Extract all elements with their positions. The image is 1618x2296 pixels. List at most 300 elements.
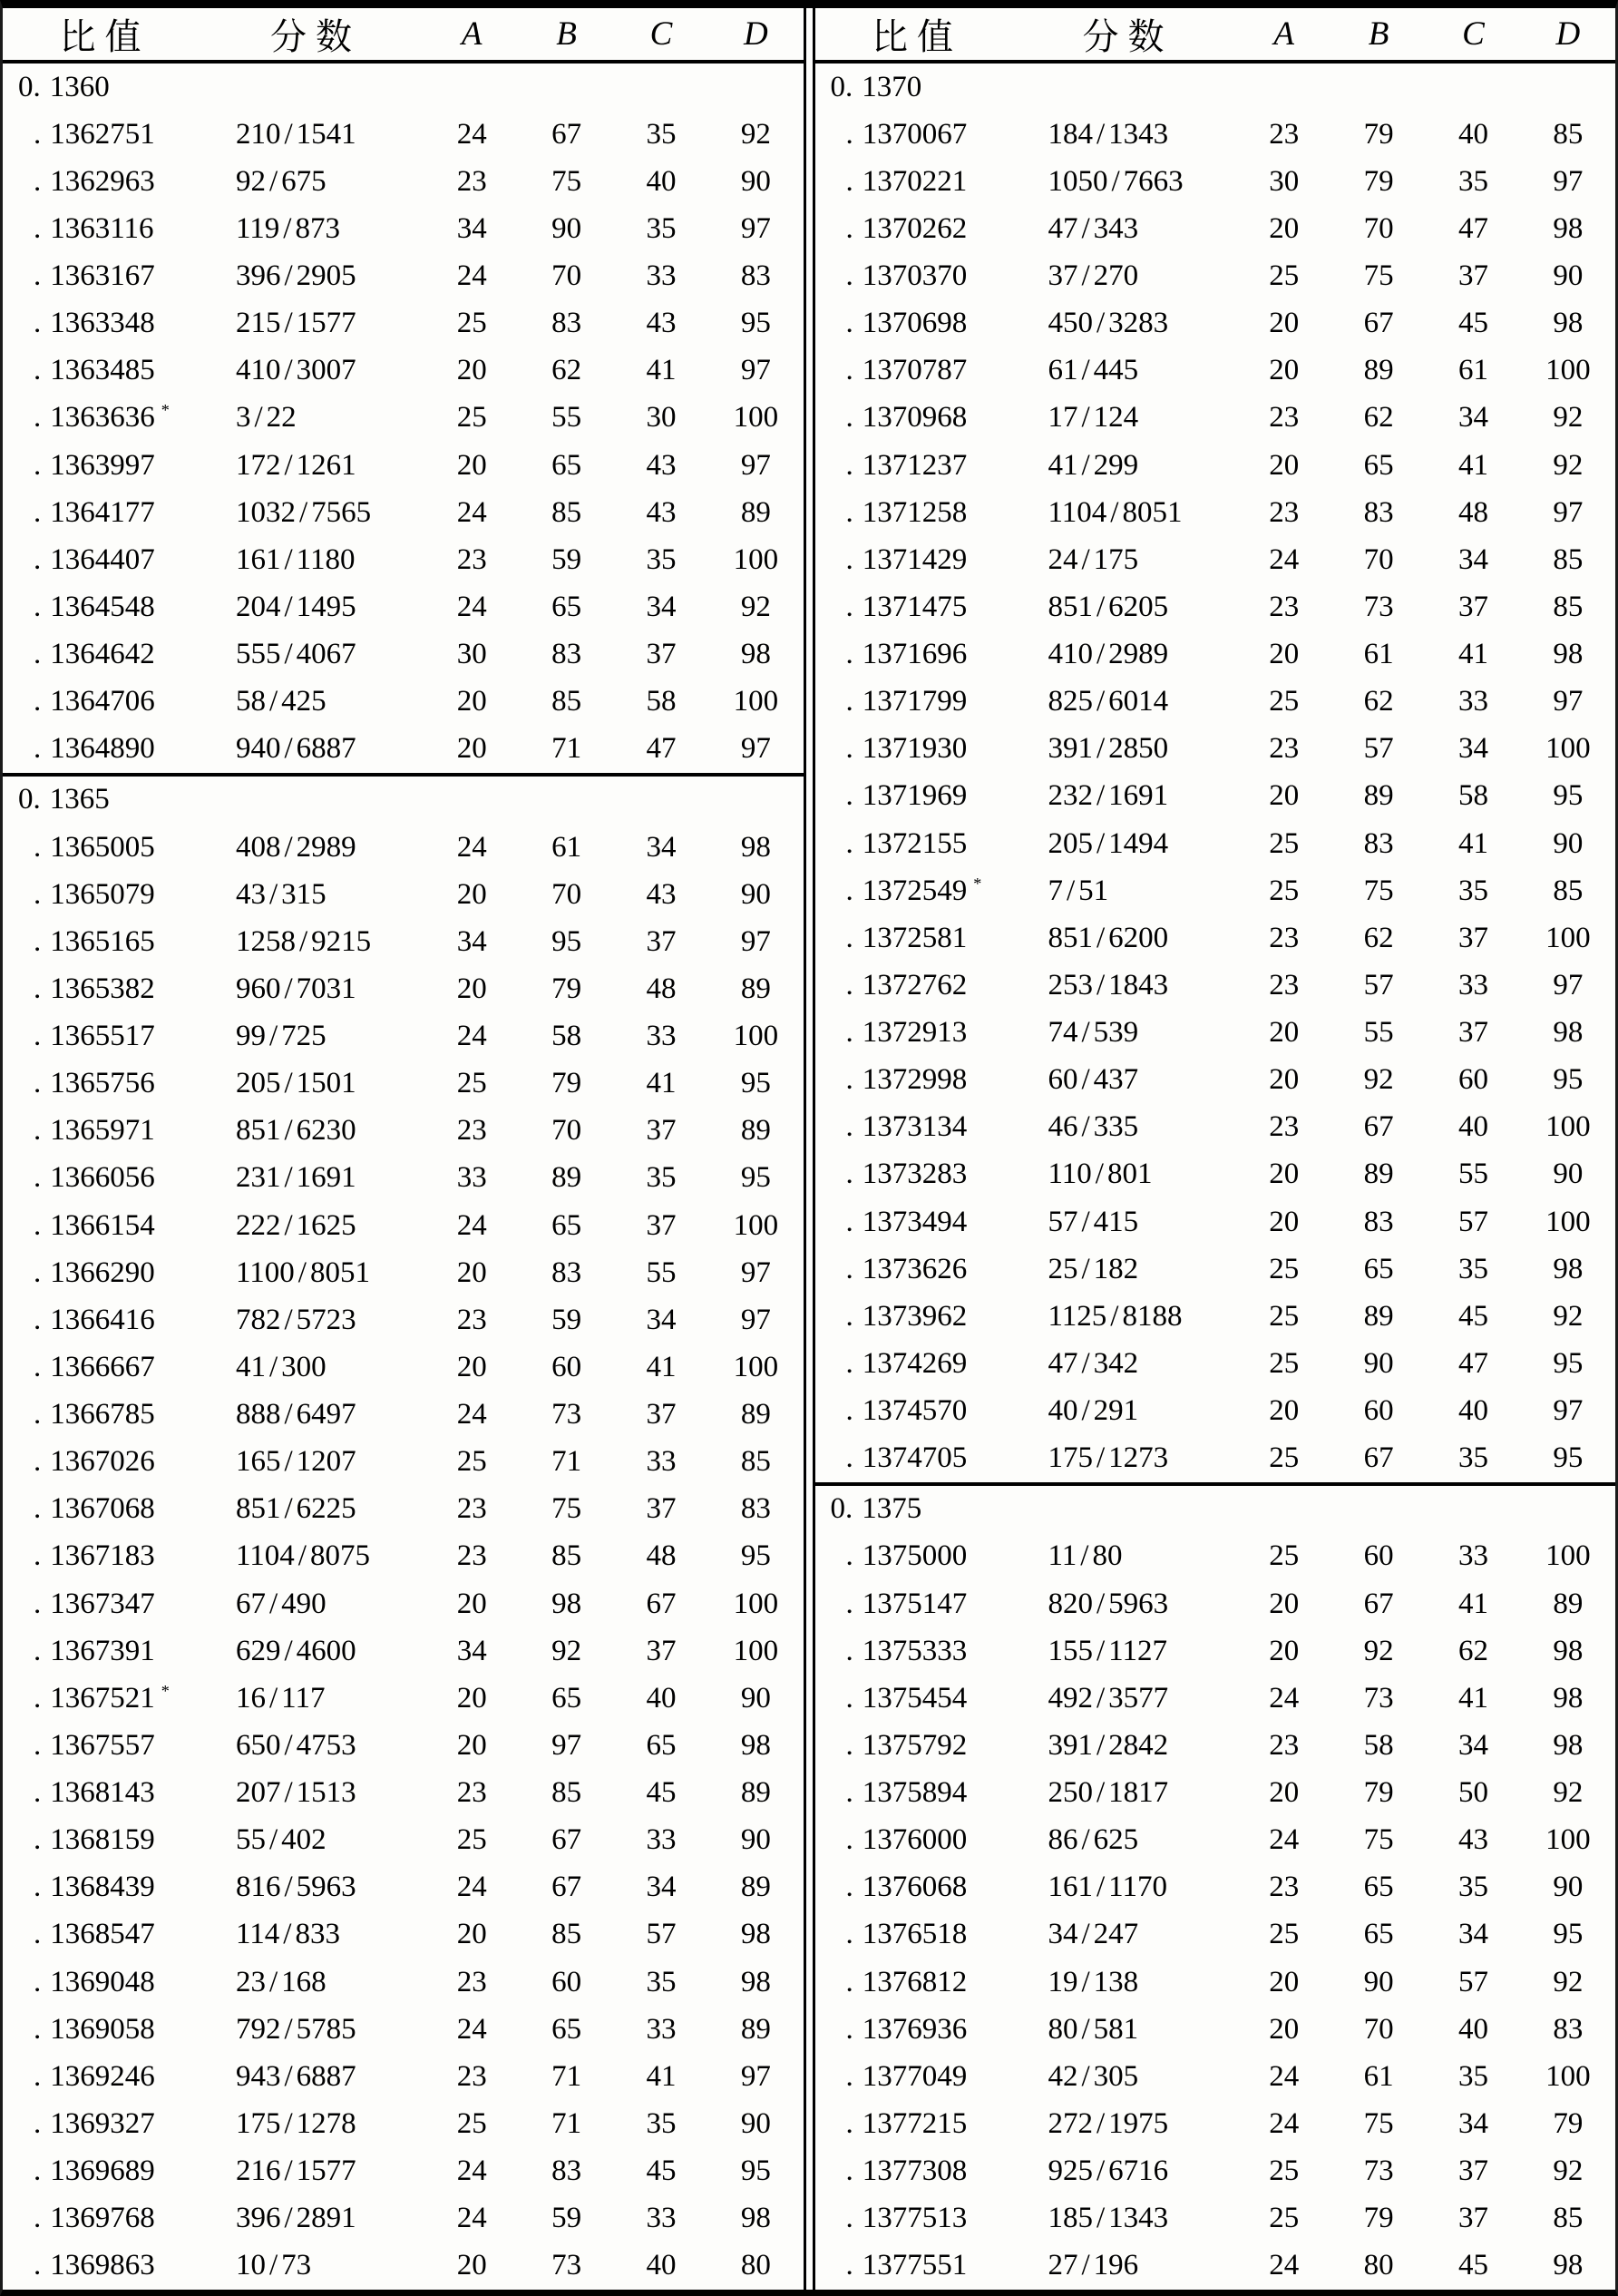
col-d-cell: 97: [740, 924, 771, 958]
fraction-cell: 19 / 138: [1048, 1965, 1139, 1998]
col-d-cell: 89: [740, 1776, 771, 1810]
section-label: 0. 1365: [18, 783, 110, 816]
fraction-slash: /: [1097, 2154, 1106, 2188]
col-b-cell: 98: [551, 1587, 582, 1620]
col-c-cell: 37: [646, 1114, 677, 1148]
fraction-cell: 851 / 6225: [236, 1492, 356, 1526]
col-d-cell: 95: [1553, 779, 1584, 813]
table-row: [3, 2148, 804, 2195]
col-a-cell: 24: [1269, 2106, 1300, 2140]
ratio-cell: . 1366667: [34, 1350, 155, 1383]
col-a-cell: 30: [1269, 164, 1300, 198]
col-c-cell: 48: [1457, 495, 1488, 529]
col-c-cell: 57: [1457, 1965, 1488, 1998]
ratio-cell: . 1370787: [845, 354, 968, 387]
fraction-slash: /: [269, 2249, 278, 2282]
col-b-cell: 65: [551, 448, 582, 482]
col-c-cell: 55: [646, 1255, 677, 1289]
ratio-cell: . 1377049: [845, 2059, 968, 2093]
col-c-cell: 37: [646, 638, 677, 671]
col-d-cell: 90: [740, 2106, 771, 2140]
fraction-slash: /: [284, 1208, 293, 1242]
ratio-cell: . 1369327: [34, 2106, 155, 2140]
fraction-slash: /: [284, 2202, 293, 2235]
col-a-cell: 20: [1269, 1016, 1300, 1050]
col-a-cell: 20: [1269, 1158, 1300, 1191]
col-b-cell: 75: [1363, 259, 1394, 293]
table-row: [815, 1010, 1616, 1057]
col-d-cell: 83: [740, 1492, 771, 1526]
table-row: [815, 1627, 1616, 1675]
col-b-cell: 67: [551, 1871, 582, 1904]
table-row: [3, 824, 804, 871]
fraction-cell: 161 / 1180: [236, 542, 356, 576]
col-b-cell: 67: [551, 1823, 582, 1857]
ratio-cell: . 1371237: [845, 448, 968, 482]
col-d-cell: 90: [740, 877, 771, 911]
col-d-cell: 98: [740, 2202, 771, 2235]
ratio-cell: . 1371969: [845, 779, 968, 813]
table-row: [3, 1959, 804, 2006]
col-d-cell: 79: [1553, 2106, 1584, 2140]
ratio-cell: . 1370067: [845, 117, 968, 151]
fraction-slash: /: [1097, 1776, 1106, 1810]
col-b-cell: 65: [1363, 1252, 1394, 1285]
fraction-slash: /: [1097, 2106, 1106, 2140]
fraction-cell: 1258 / 9215: [236, 924, 372, 958]
col-a-cell: 24: [456, 1020, 487, 1053]
col-a-cell: 24: [1269, 1681, 1300, 1715]
ratio-cell: . 1373494: [845, 1205, 968, 1238]
col-c-cell: 33: [1457, 968, 1488, 1001]
col-a-cell: 25: [1269, 1252, 1300, 1285]
col-b-cell: 92: [551, 1634, 582, 1667]
ratio-cell: . 1371799: [845, 685, 968, 718]
fraction-cell: 391 / 2850: [1048, 732, 1169, 766]
table-row: [815, 726, 1616, 773]
col-a-cell: 23: [456, 1539, 487, 1573]
fraction-slash: /: [1097, 638, 1106, 671]
col-d-cell: 92: [1553, 1299, 1584, 1333]
fraction-cell: 7 / 51: [1048, 874, 1109, 907]
ratio-cell: . 1365005: [34, 830, 155, 864]
table-row: [3, 965, 804, 1012]
col-b-cell: 75: [551, 164, 582, 198]
fraction-slash: /: [1097, 968, 1106, 1001]
table-row: [3, 2053, 804, 2100]
fraction-cell: 253 / 1843: [1048, 968, 1169, 1001]
fraction-cell: 1125 / 8188: [1048, 1299, 1183, 1333]
fraction-cell: 410 / 3007: [236, 354, 356, 387]
col-d-cell: 97: [1553, 1394, 1584, 1428]
fraction-cell: 47 / 342: [1048, 1346, 1139, 1380]
col-d-cell: 89: [1553, 1587, 1584, 1620]
col-a-cell: 20: [1269, 448, 1300, 482]
fraction-slash: /: [269, 877, 278, 911]
col-d-cell: 97: [740, 2059, 771, 2093]
col-a-cell: 20: [1269, 638, 1300, 671]
section-label: 0. 1370: [830, 70, 922, 103]
col-c-cell: 57: [646, 1918, 677, 1951]
col-d-cell: 100: [1545, 1823, 1591, 1857]
col-c-cell: 43: [646, 448, 677, 482]
fraction-slash: /: [284, 638, 293, 671]
fraction-cell: 222 / 1625: [236, 1208, 356, 1242]
col-d-cell: 97: [1553, 968, 1584, 1001]
col-d-cell: 98: [1553, 1252, 1584, 1285]
ratio-cell: . 1371429: [845, 542, 968, 576]
col-d-cell: 95: [1553, 1441, 1584, 1475]
col-a-cell: 23: [1269, 495, 1300, 529]
col-c-cell: 41: [1457, 1587, 1488, 1620]
col-d-cell: 97: [740, 354, 771, 387]
fraction-slash: /: [269, 1823, 278, 1857]
fraction-slash: /: [1097, 826, 1106, 860]
fraction-slash: /: [284, 2012, 293, 2046]
col-d-cell: 98: [1553, 307, 1584, 340]
col-c-cell: 45: [646, 1776, 677, 1810]
table-row: [815, 1388, 1616, 1435]
col-b-cell: 97: [551, 1728, 582, 1762]
ratio-cell: . 1375333: [845, 1634, 968, 1667]
fraction-cell: 396 / 2905: [236, 259, 356, 293]
table-row: [3, 395, 804, 442]
col-a-cell: 20: [456, 877, 487, 911]
col-a-cell: 34: [456, 211, 487, 245]
fraction-slash: /: [1097, 685, 1106, 718]
col-b-cell: 67: [551, 117, 582, 151]
fraction-slash: /: [284, 1067, 293, 1100]
col-b-cell: 89: [1363, 1158, 1394, 1191]
ratio-cell: . 1367347: [34, 1587, 155, 1620]
col-c-cell: 35: [1457, 1871, 1488, 1904]
col-b-cell: 83: [551, 638, 582, 671]
col-a-cell: 20: [1269, 1634, 1300, 1667]
col-a-cell: 25: [1269, 826, 1300, 860]
ratio-cell: . 1377215: [845, 2106, 968, 2140]
col-d-cell: 98: [1553, 1681, 1584, 1715]
col-b-cell: 61: [1363, 638, 1394, 671]
col-a-cell: 23: [456, 542, 487, 576]
col-b-cell: 90: [1363, 1965, 1394, 1998]
fraction-cell: 175 / 1273: [1048, 1441, 1169, 1475]
ratio-cell: . 1365165: [34, 924, 155, 958]
col-d-cell: 98: [740, 830, 771, 864]
center-double-rule: [804, 8, 815, 2290]
col-b-cell: 79: [1363, 164, 1394, 198]
col-d-cell: 95: [1553, 1346, 1584, 1380]
col-c-cell: 41: [1457, 1681, 1488, 1715]
col-c-cell: 35: [1457, 1441, 1488, 1475]
ratio-cell: . 1369058: [34, 2012, 155, 2046]
table-row: [815, 1675, 1616, 1722]
fraction-slash: /: [284, 2059, 293, 2093]
col-b-cell: 67: [1363, 307, 1394, 340]
table-row: [3, 1202, 804, 1249]
ratio-cell: . 1367068: [34, 1492, 155, 1526]
col-a-cell: 23: [1269, 117, 1300, 151]
ratio-cell: . 1373134: [845, 1110, 968, 1144]
fraction-cell: 23 / 168: [236, 1965, 327, 1998]
fraction-cell: 34 / 247: [1048, 1918, 1139, 1951]
col-d-cell: 98: [740, 1728, 771, 1762]
table-row: [3, 1675, 804, 1722]
ratio-cell: . 1370968: [845, 401, 968, 435]
col-b-cell: 71: [551, 1445, 582, 1479]
col-a-cell: 20: [1269, 1063, 1300, 1097]
col-b-cell: 60: [551, 1965, 582, 1998]
table-row: [815, 2195, 1616, 2242]
table-row: [3, 1911, 804, 1959]
table-row: [815, 1198, 1616, 1246]
table-row: [3, 536, 804, 583]
fraction-cell: 232 / 1691: [1048, 779, 1169, 813]
col-c-cell: 47: [1457, 1346, 1488, 1380]
col-b-cell: 75: [1363, 874, 1394, 907]
col-c-cell: 41: [646, 1350, 677, 1383]
fraction-slash: /: [284, 1728, 293, 1762]
col-d-cell: 89: [740, 2012, 771, 2046]
col-d-cell: 85: [1553, 590, 1584, 623]
col-b-cell: 85: [551, 685, 582, 718]
table-row: [815, 2242, 1616, 2290]
ratio-cell: . 1376000: [845, 1823, 968, 1857]
asterisk-marker: *: [161, 1681, 170, 1700]
table-row: [815, 489, 1616, 536]
table-row: [3, 871, 804, 918]
fraction-cell: 1050 / 7663: [1048, 164, 1184, 198]
fraction-slash: /: [284, 1303, 293, 1336]
fraction-cell: 41 / 299: [1048, 448, 1139, 482]
col-d-cell: 100: [1545, 1110, 1591, 1144]
col-a-cell: 20: [1269, 1394, 1300, 1428]
table-row: [815, 679, 1616, 726]
ratio-cell: . 1363485: [34, 354, 155, 387]
col-d-cell: 97: [740, 1303, 771, 1336]
col-b-cell: 65: [551, 2012, 582, 2046]
fraction-slash: /: [297, 1539, 307, 1573]
col-a-cell: 20: [1269, 1776, 1300, 1810]
table-row: [3, 1439, 804, 1486]
table-row: [815, 300, 1616, 347]
fraction-slash: /: [269, 685, 278, 718]
ratio-cell: . 1375792: [845, 1728, 968, 1762]
fraction-slash: /: [284, 830, 293, 864]
col-a-cell: 34: [456, 924, 487, 958]
fraction-cell: 16 / 117: [236, 1681, 326, 1715]
col-d-cell: 98: [740, 1965, 771, 1998]
col-c-cell: 35: [1457, 1252, 1488, 1285]
col-b-cell: 59: [551, 1303, 582, 1336]
fraction-cell: 17 / 124: [1048, 401, 1139, 435]
col-a-cell: 25: [1269, 259, 1300, 293]
table-row: [3, 1296, 804, 1343]
table-row: [3, 158, 804, 205]
col-d-cell: 92: [740, 590, 771, 623]
col-d-cell: 90: [1553, 259, 1584, 293]
col-c-cell: 37: [1457, 259, 1488, 293]
col-d-cell: 92: [1553, 2154, 1584, 2188]
col-c-cell: 40: [646, 164, 677, 198]
col-c-cell: 58: [1457, 779, 1488, 813]
col-b-cell: 61: [551, 830, 582, 864]
col-c-cell: 37: [646, 1634, 677, 1667]
fraction-slash: /: [1111, 164, 1120, 198]
ratio-cell: . 1367521 *: [34, 1681, 170, 1715]
col-b-cell: 92: [1363, 1063, 1394, 1097]
col-d-cell: 92: [1553, 1776, 1584, 1810]
col-a-cell: 20: [456, 732, 487, 766]
ratio-cell: . 1371475: [845, 590, 968, 623]
col-b-cell: 65: [1363, 448, 1394, 482]
col-d-cell: 92: [1553, 448, 1584, 482]
col-c-cell: 45: [1457, 307, 1488, 340]
col-d-cell: 90: [1553, 1871, 1584, 1904]
col-d-cell: 100: [1545, 354, 1591, 387]
col-a-cell: 24: [456, 590, 487, 623]
ratio-cell: . 1367391: [34, 1634, 155, 1667]
col-b-cell: 85: [551, 1918, 582, 1951]
column-header-c: C: [1462, 15, 1485, 53]
col-a-cell: 25: [1269, 1441, 1300, 1475]
col-d-cell: 98: [1553, 638, 1584, 671]
fraction-cell: 960 / 7031: [236, 972, 356, 1005]
ratio-cell: . 1364642: [34, 638, 155, 671]
col-d-cell: 89: [740, 1871, 771, 1904]
col-d-cell: 95: [1553, 1063, 1584, 1097]
col-d-cell: 95: [740, 1067, 771, 1100]
col-b-cell: 70: [551, 877, 582, 911]
col-c-cell: 40: [1457, 1394, 1488, 1428]
fraction-slash: /: [1097, 1441, 1106, 1475]
col-a-cell: 20: [1269, 779, 1300, 813]
fraction-cell: 851 / 6230: [236, 1114, 356, 1148]
col-c-cell: 45: [646, 2154, 677, 2188]
col-c-cell: 35: [1457, 164, 1488, 198]
fraction-cell: 207 / 1513: [236, 1776, 356, 1810]
col-b-cell: 83: [551, 307, 582, 340]
col-c-cell: 35: [646, 211, 677, 245]
fraction-cell: 851 / 6205: [1048, 590, 1169, 623]
ratio-cell: . 1377308: [845, 2154, 968, 2188]
fraction-slash: /: [284, 972, 293, 1005]
table-row: [3, 442, 804, 489]
col-a-cell: 25: [1269, 2154, 1300, 2188]
ratio-cell: . 1369863: [34, 2249, 155, 2282]
fraction-slash: /: [284, 448, 293, 482]
table-row: [815, 1435, 1616, 1482]
col-a-cell: 23: [1269, 1728, 1300, 1762]
ratio-cell: . 1373283: [845, 1158, 968, 1191]
col-a-cell: 23: [456, 164, 487, 198]
fraction-slash: /: [1097, 779, 1106, 813]
column-header-ratio: 比值: [872, 16, 962, 57]
col-a-cell: 25: [456, 1445, 487, 1479]
table-row: [3, 1770, 804, 1817]
col-c-cell: 33: [1457, 1539, 1488, 1573]
ratio-cell: . 1366056: [34, 1161, 155, 1195]
col-d-cell: 85: [1553, 874, 1584, 907]
fraction-slash: /: [1081, 1110, 1090, 1144]
table-row: [815, 820, 1616, 867]
col-c-cell: 33: [646, 259, 677, 293]
col-d-cell: 98: [1553, 2249, 1584, 2282]
ratio-cell: . 1375894: [845, 1776, 968, 1810]
col-c-cell: 40: [1457, 1110, 1488, 1144]
table-row: [3, 1580, 804, 1627]
col-a-cell: 20: [1269, 1205, 1300, 1238]
fraction-cell: 175 / 1278: [236, 2106, 356, 2140]
ratio-cell: . 1366290: [34, 1255, 155, 1289]
col-c-cell: 37: [1457, 2202, 1488, 2235]
col-b-cell: 58: [1363, 1728, 1394, 1762]
col-b-cell: 73: [551, 1398, 582, 1431]
col-c-cell: 45: [1457, 2249, 1488, 2282]
fraction-cell: 555 / 4067: [236, 638, 356, 671]
col-d-cell: 100: [733, 542, 779, 576]
fraction-slash: /: [1097, 1681, 1106, 1715]
fraction-slash: /: [1097, 732, 1106, 766]
col-c-cell: 41: [1457, 638, 1488, 671]
fraction-slash: /: [1081, 1063, 1090, 1097]
col-d-cell: 80: [740, 2249, 771, 2282]
ratio-cell: . 1365756: [34, 1067, 155, 1100]
fraction-cell: 3 / 22: [236, 401, 297, 435]
col-d-cell: 89: [740, 1114, 771, 1148]
col-b-cell: 73: [1363, 2154, 1394, 2188]
col-d-cell: 100: [733, 685, 779, 718]
fraction-cell: 204 / 1495: [236, 590, 356, 623]
col-a-cell: 25: [1269, 1299, 1300, 1333]
section-header-row: [815, 1482, 1616, 1533]
table-row: [3, 1817, 804, 1864]
col-b-cell: 79: [551, 1067, 582, 1100]
fraction-slash: /: [284, 354, 293, 387]
col-d-cell: 95: [740, 307, 771, 340]
col-d-cell: 95: [1553, 1918, 1584, 1951]
table-row: [815, 111, 1616, 158]
col-a-cell: 23: [1269, 1110, 1300, 1144]
table-row: [3, 2100, 804, 2147]
col-a-cell: 23: [456, 1303, 487, 1336]
col-c-cell: 34: [1457, 2106, 1488, 2140]
ratio-cell: . 1362963: [34, 164, 155, 198]
fraction-cell: 27 / 196: [1048, 2249, 1139, 2282]
ratio-cell: . 1366154: [34, 1208, 155, 1242]
table-row: [815, 1340, 1616, 1387]
ratio-cell: . 1367183: [34, 1539, 155, 1573]
fraction-cell: 1104 / 8051: [1048, 495, 1183, 529]
table-row: [815, 1864, 1616, 1911]
fraction-slash: /: [1095, 1158, 1104, 1191]
col-a-cell: 20: [456, 2249, 487, 2282]
col-b-cell: 65: [551, 590, 582, 623]
table-row: [815, 914, 1616, 962]
col-d-cell: 97: [1553, 495, 1584, 529]
fraction-cell: 60 / 437: [1048, 1063, 1139, 1097]
col-a-cell: 24: [456, 117, 487, 151]
col-a-cell: 25: [1269, 874, 1300, 907]
col-b-cell: 70: [551, 259, 582, 293]
fraction-cell: 1032 / 7565: [236, 495, 372, 529]
col-d-cell: 95: [740, 2154, 771, 2188]
col-b-cell: 67: [1363, 1110, 1394, 1144]
ratio-cell: . 1368143: [34, 1776, 155, 1810]
table-row: [815, 1246, 1616, 1293]
table-row: [815, 867, 1616, 914]
col-a-cell: 23: [456, 1492, 487, 1526]
col-c-cell: 34: [1457, 1728, 1488, 1762]
